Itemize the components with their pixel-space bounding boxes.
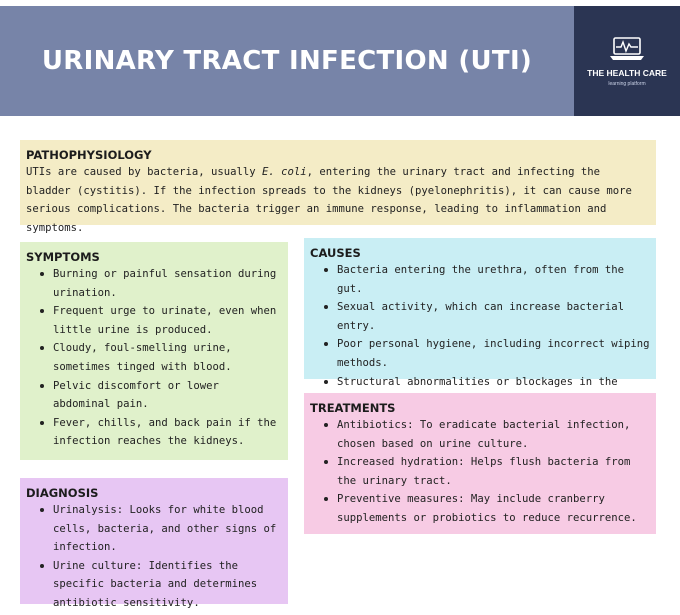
list-item: Pelvic discomfort or lower abdominal pain. (39, 377, 282, 414)
brand-name: THE HEALTH CARE (587, 67, 667, 78)
list-item: Poor personal hygiene, including incorrect wiping methods. (323, 335, 650, 372)
treatments-card (304, 393, 656, 534)
list-item: Antibiotics: To eradicate bacterial infection, chosen based on urine culture. (323, 416, 650, 453)
brand-logo (574, 6, 680, 116)
pathophysiology-text (26, 163, 650, 237)
list-item: Increased hydration: Helps flush bacteria from the urinary tract. (323, 453, 650, 490)
causes-card (304, 238, 656, 388)
list-item: Urine culture: Identifies the specific bacteria and determines antibiotic sensitivity. (39, 557, 282, 613)
treatments-heading: TREATMENTS (310, 401, 396, 415)
causes-list (310, 261, 650, 410)
symptoms-heading: SYMPTOMS (26, 250, 100, 264)
list-item: Frequent urge to urinate, even when little urine is produced. (39, 302, 282, 339)
pathophysiology-organism: E. coli (262, 166, 307, 178)
diagnosis-heading: DIAGNOSIS (26, 486, 99, 500)
list-item: Preventive measures: May include cranberry supplements or probiotics to reduce recurrence. (323, 490, 650, 527)
symptoms-list (26, 265, 282, 451)
list-item: Urinalysis: Looks for white blood cells, bacteria, and other signs of infection. (39, 501, 282, 557)
list-item: Cloudy, foul-smelling urine, sometimes tinged with blood. (39, 339, 282, 376)
pathophysiology-card (20, 140, 656, 234)
symptoms-card (20, 242, 288, 460)
header-banner (0, 6, 680, 116)
brand-tagline: learning platform (608, 80, 646, 87)
treatments-list (310, 416, 650, 528)
causes-heading: CAUSES (310, 246, 361, 260)
page-title: URINARY TRACT INFECTION (UTI) (41, 46, 533, 76)
diagnosis-card (20, 478, 288, 609)
laptop-heartbeat-icon (607, 36, 647, 62)
list-item: Bacteria entering the urethra, often from the gut. (323, 261, 650, 298)
pathophysiology-heading: PATHOPHYSIOLOGY (26, 148, 152, 162)
pathophysiology-text-end: , entering the urinary tract and infecting the bladder (cystitis). If the infection spreads to the kidneys (pyelonephritis), it can cause more serious complications. The bacteria trigger an immune response, leading to inflammation and symptoms. (26, 166, 632, 234)
list-item: Burning or painful sensation during urination. (39, 265, 282, 302)
list-item: Structural abnormalities or blockages in the (323, 373, 650, 410)
list-item: Sexual activity, which can increase bacterial entry. (323, 298, 650, 335)
diagnosis-list (26, 501, 282, 613)
list-item: Fever, chills, and back pain if the infection reaches the kidneys. (39, 414, 282, 451)
pathophysiology-text-start: UTIs are caused by bacteria, usually (26, 166, 262, 178)
